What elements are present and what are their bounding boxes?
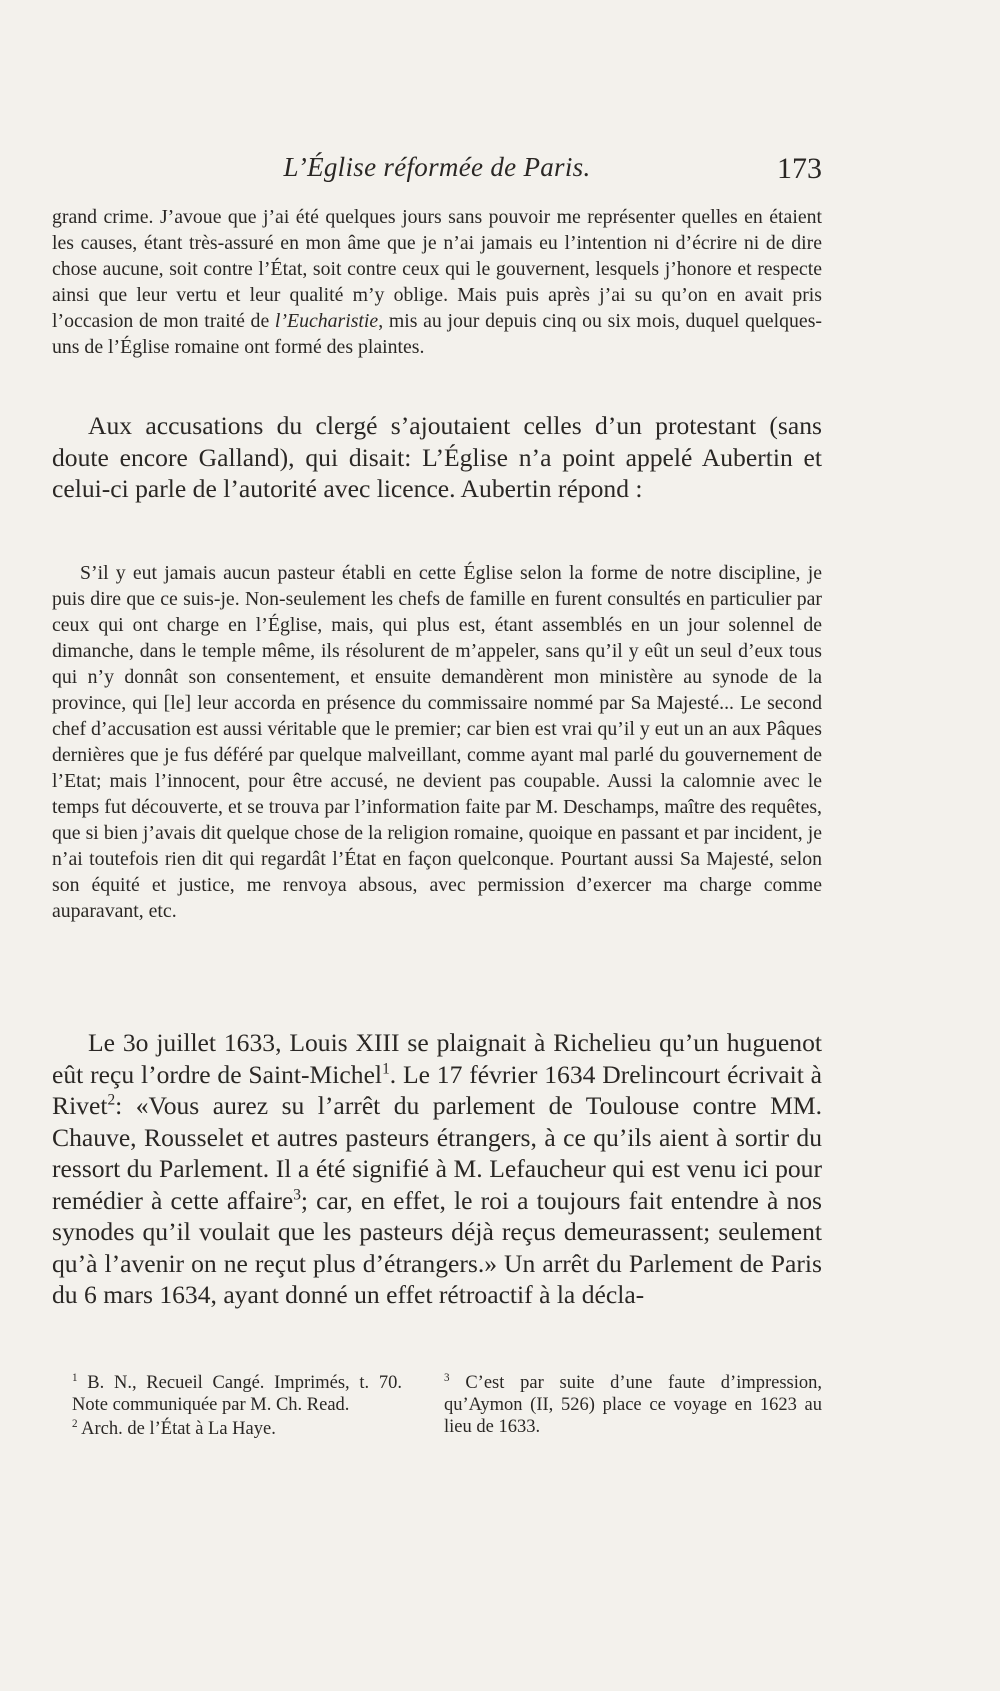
footnote-3-mark: 3 <box>444 1371 450 1384</box>
para4-text-b: . Le 17 février 1634 Drelincourt écrivait à Rivet <box>52 1059 822 1120</box>
footnote-2 <box>72 1418 402 1440</box>
para4-text-a: Le 3o juillet 1633, Louis XIII se plaignait à Richelieu qu’un huguenot eût reçu l’ordre de Saint-Michel <box>52 1028 822 1089</box>
body-paragraph-2 <box>52 410 822 505</box>
footnote-3 <box>444 1372 822 1438</box>
para4-text-d: ; car, en effet, le roi a toujours fait entendre à nos synodes qu’il voulait que les pasteurs déjà reçus demeurassent; seulement qu’à l’avenir on ne reçut plus d’étrangers.» Un arrêt du Parlement de Paris du 6 mars 1634, ayant donné un effet rétroactif à la décla- <box>52 1185 823 1309</box>
footnote-2-text: Arch. de l’État à La Haye. <box>81 1419 276 1439</box>
para1-end-text: , mis au jour depuis cinq ou six mois, duquel quelques-uns de l’Église romaine ont formé des plaintes. <box>52 310 822 358</box>
footnote-2-mark: 2 <box>72 1417 78 1430</box>
footnote-ref-2: 2 <box>107 1091 116 1109</box>
footnotes-left-column <box>72 1372 402 1442</box>
page-number: 173 <box>777 152 822 185</box>
footnotes-right-column <box>444 1372 822 1440</box>
quoted-paragraph-3 <box>52 560 822 924</box>
footnote-ref-1: 1 <box>382 1059 390 1077</box>
running-title: L’Église réformée de Paris. <box>283 152 591 182</box>
page-header <box>52 152 822 192</box>
para1-italic-title: l’Eucharistie <box>274 310 379 332</box>
para4-text-c: : «Vous aurez su l’arrêt du parlement de Toulouse contre MM. Chauve, Rousselet et autres pasteurs étrangers, à ce qu’ils aient à sortir du ressort du Parlement. Il a été signifié à M. Lefaucheur qui est venu ici pour remédier à cette affaire <box>52 1091 822 1215</box>
footnote-ref-3: 3 <box>293 1185 301 1203</box>
para2-text: Aux accusations du clergé s’ajoutaient celles d’un protestant (sans doute encore Galland), qui disait: L’Église n’a point appelé Aubertin et celui-ci parle de l’autorité avec licence. Aubertin répond : <box>52 411 822 503</box>
para1-text: grand crime. J’avoue que j’ai été quelques jours sans pouvoir me représenter quelles en étaient les causes, étant très-assuré en mon âme que je n’ai jamais eu l’intention ni d’écrire ni de dire chose aucune, soit contre l’État, soit contre ceux qui le gouvernent, lesquels j’honore et respecte ainsi que leur vertu et leur qualité m’y oblige. Mais puis après j’ai su qu’on en avait pris l’occasion de mon traité de <box>52 206 822 332</box>
footnote-3-text: C’est par suite d’une faute d’impression, qu’Aymon (II, 526) place ce voyage en 1623 au lieu de 1633. <box>444 1373 823 1437</box>
body-paragraph-4 <box>52 1027 822 1311</box>
para3-text: S’il y eut jamais aucun pasteur établi en cette Église selon la forme de notre discipline, je puis dire que ce suis-je. Non-seulement les chefs de famille en furent consultés en particulier par ceux qui ont charge en l’Église, mais, qui plus est, étant assemblés en un jour solennel de dimanche, dans le temple même, ils résolurent de m’appeler, sans qu’il y eût un seul d’eux tous qui n’y donnât son consentement, et ensuite demandèrent mon ministère au synode de la province, qui [le] leur accorda en présence du commissaire nommé par Sa Majesté... Le second chef d’accusation est aussi véritable que le premier; car bien est vrai qu’il y eut un an aux Pâques dernières que je fus déféré par quelque malveillant, comme ayant mal parlé du gouvernement de l’Etat; mais l’innocent, pour être accusé, ne devient pas coupable. Aussi la calomnie avec le temps fut découverte, et se trouva par l’information faite par M. Deschamps, maître des requêtes, que si bien j’avais dit quelque chose de la religion romaine, quoique en passant et par incident, je n’ai toutefois rien dit qui regardât l’État en façon quelconque. Pourtant aussi Sa Majesté, selon son équité et justice, me renvoya absous, avec permission d’exercer ma charge comme auparavant, etc. <box>52 562 822 922</box>
footnote-1 <box>72 1372 402 1416</box>
footnote-1-text: B. N., Recueil Cangé. Imprimés, t. 70. Note communiquée par M. Ch. Read. <box>72 1373 403 1415</box>
quoted-paragraph-1 <box>52 204 822 360</box>
footnote-1-mark: 1 <box>72 1371 78 1384</box>
